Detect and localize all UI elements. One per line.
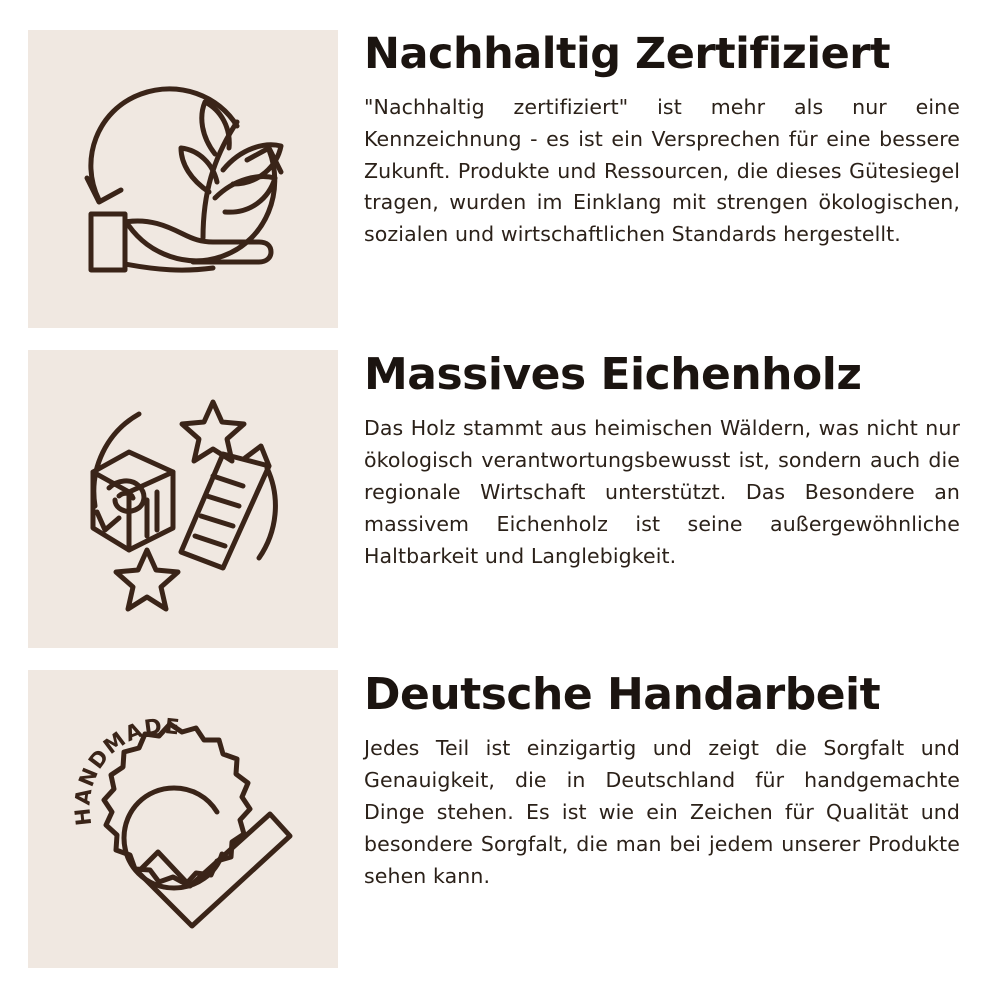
handmade-badge-checkmark-icon — [58, 704, 308, 934]
feature-body: "Nachhaltig zertifiziert" ist mehr als nur eine Kennzeichnung - es ist ein Versprechen für eine bessere Zukunft. Produkte und Ressourcen, die dieses Gütesiegel tragen, wurden im Einklang mit strengen ökologischen, sozialen und wirtschaftlichen Standards hergestellt. — [364, 94, 960, 247]
icon-tile-oak-wood — [28, 350, 338, 648]
feature-body: Das Holz stammt aus heimischen Wäldern, was nicht nur ökologisch verantwortungsbewusst ist, sondern auch die regionale Wirtschaft unterstützt. Das Besondere an massivem Eichenholz ist seine außergewöhnliche Haltbarkeit und Langlebigkeit. — [364, 415, 960, 568]
feature-item — [28, 670, 960, 968]
feature-item — [28, 30, 960, 328]
feature-text — [364, 30, 960, 251]
feature-title: Nachhaltig Zertifiziert — [364, 29, 890, 79]
feature-item — [28, 350, 960, 648]
feature-text — [364, 670, 960, 892]
feature-body: Jedes Teil ist einzigartig und zeigt die Sorgfalt und Genauigkeit, die in Deutschland für handgemachte Dinge stehen. Es ist wie ein Zeichen für Qualität und besondere Sorgfalt, die man bei jedem unserer Produkte sehen kann. — [364, 735, 960, 888]
hand-holding-plant-recycle-icon — [63, 74, 303, 284]
oak-wood-block-plank-icon — [63, 380, 303, 618]
feature-title: Massives Eichenholz — [364, 349, 862, 400]
icon-tile-sustainability — [28, 30, 338, 328]
handmade-badge-text: HANDMADE — [70, 713, 182, 827]
feature-title: Deutsche Handarbeit — [364, 669, 881, 720]
feature-text — [364, 350, 960, 572]
icon-tile-handmade — [28, 670, 338, 968]
